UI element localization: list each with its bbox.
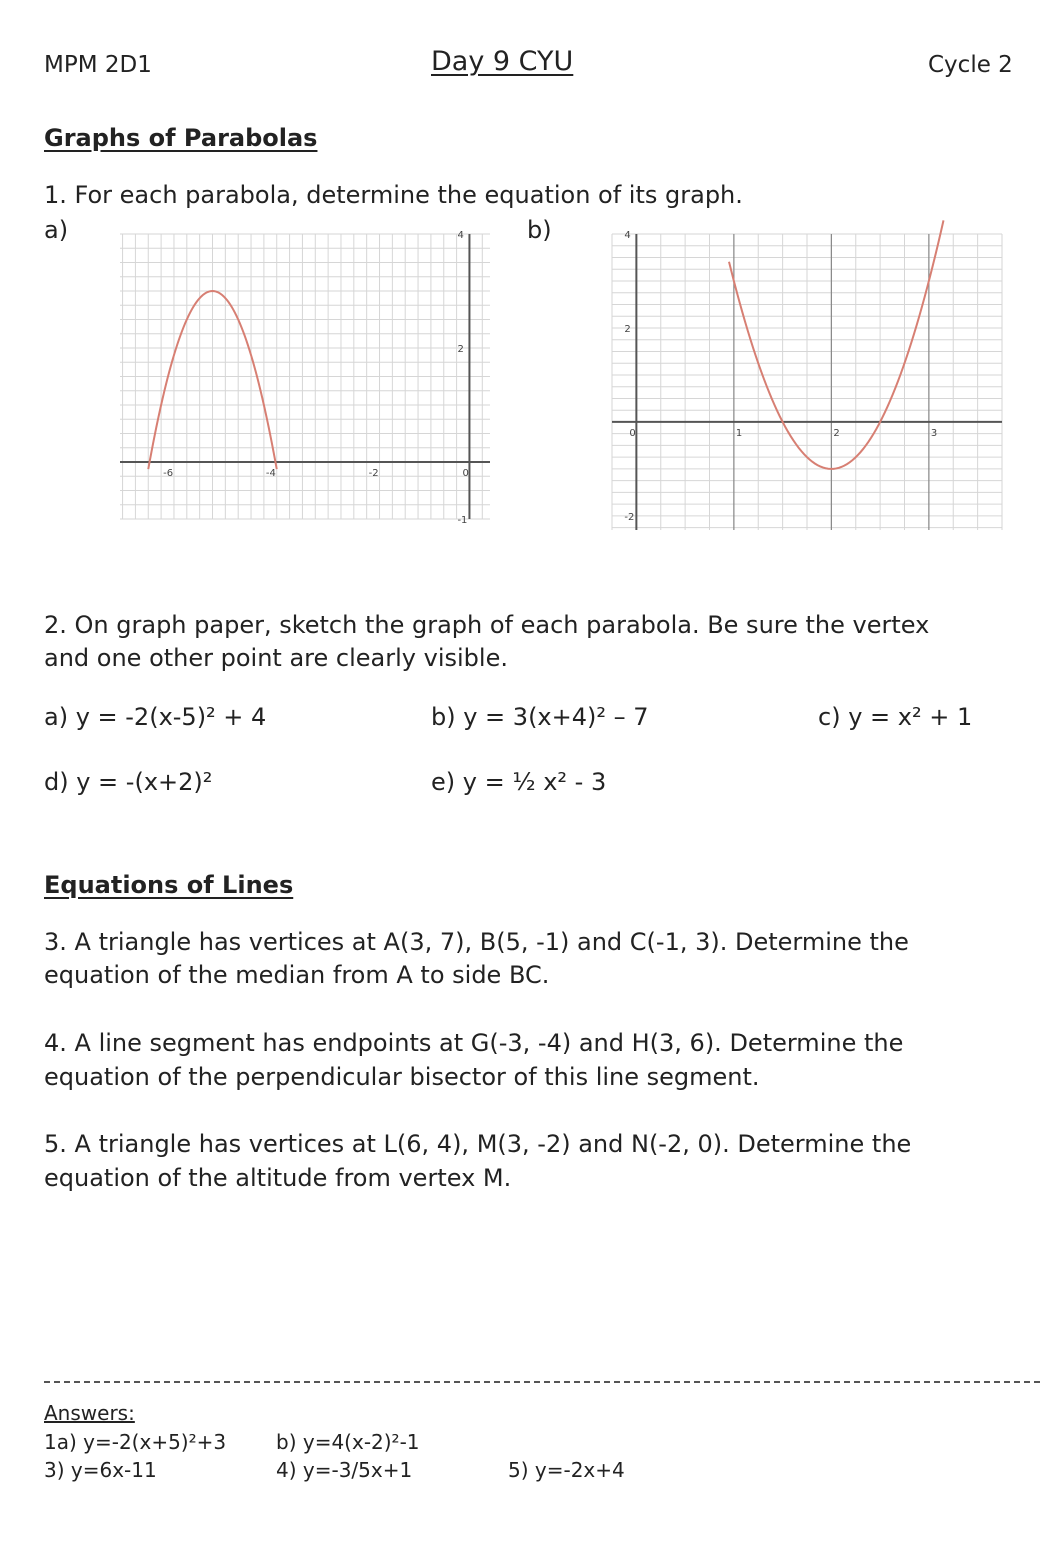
x-tick-label: -4 <box>265 468 276 479</box>
y-tick-label: 2 <box>457 344 464 355</box>
y-tick-label: -2 <box>624 511 635 523</box>
x-tick-label: 1 <box>735 427 743 439</box>
section-title-lines: Equations of Lines <box>44 871 294 899</box>
x-tick-label: -2 <box>368 468 379 479</box>
question-3-line-1: 3. A triangle has vertices at A(3, 7), B(5, -1) and C(-1, 3). Determine the <box>44 928 909 956</box>
y-tick-label: -1 <box>457 515 468 526</box>
x-tick-label: 2 <box>833 427 840 439</box>
page-title: Day 9 CYU <box>431 46 574 77</box>
question-4-line-1: 4. A line segment has endpoints at G(-3, -4) and H(3, 6). Determine the <box>44 1029 904 1057</box>
question-2-line-1: 2. On graph paper, sketch the graph of each parabola. Be sure the vertex <box>44 611 930 639</box>
answer-5: 5) y=-2x+4 <box>508 1458 625 1482</box>
answer-1a: 1a) y=-2(x+5)²+3 <box>44 1430 227 1454</box>
cycle-label: Cycle 2 <box>928 52 1013 78</box>
answer-4: 4) y=-3/5x+1 <box>276 1458 413 1482</box>
x-tick-label: 0 <box>629 427 636 439</box>
x-tick-label: 0 <box>462 468 469 479</box>
question-1b-label: b) <box>527 216 552 244</box>
y-tick-label: 4 <box>457 230 464 241</box>
question-5-line-1: 5. A triangle has vertices at L(6, 4), M(3, -2) and N(-2, 0). Determine the <box>44 1130 912 1158</box>
answers-divider <box>44 1381 1040 1383</box>
question-5-line-2: equation of the altitude from vertex M. <box>44 1164 512 1192</box>
question-2e: e) y = ½ x² - 3 <box>431 768 607 796</box>
question-2a: a) y = -2(x-5)² + 4 <box>44 703 267 731</box>
x-tick-label: 3 <box>930 427 938 439</box>
x-tick-label: -6 <box>163 468 174 479</box>
question-4-line-2: equation of the perpendicular bisector of this line segment. <box>44 1063 760 1091</box>
question-2c: c) y = x² + 1 <box>818 703 973 731</box>
answers-title: Answers: <box>44 1401 135 1425</box>
answer-3: 3) y=6x-11 <box>44 1458 157 1482</box>
y-tick-label: 4 <box>624 230 631 241</box>
question-2d: d) y = -(x+2)² <box>44 768 213 796</box>
question-2-line-2: and one other point are clearly visible. <box>44 644 508 672</box>
graph-parabola-a <box>120 230 490 526</box>
question-2b: b) y = 3(x+4)² – 7 <box>431 703 649 731</box>
question-3-line-2: equation of the median from A to side BC. <box>44 961 550 989</box>
question-1a-label: a) <box>44 216 69 244</box>
graph-parabola-b <box>612 230 1002 530</box>
section-title-parabolas: Graphs of Parabolas <box>44 124 318 152</box>
answer-1b: b) y=4(x-2)²-1 <box>276 1430 420 1454</box>
question-1-text: 1. For each parabola, determine the equation of its graph. <box>44 181 743 209</box>
y-tick-label: 2 <box>624 323 631 335</box>
course-code: MPM 2D1 <box>44 52 152 78</box>
